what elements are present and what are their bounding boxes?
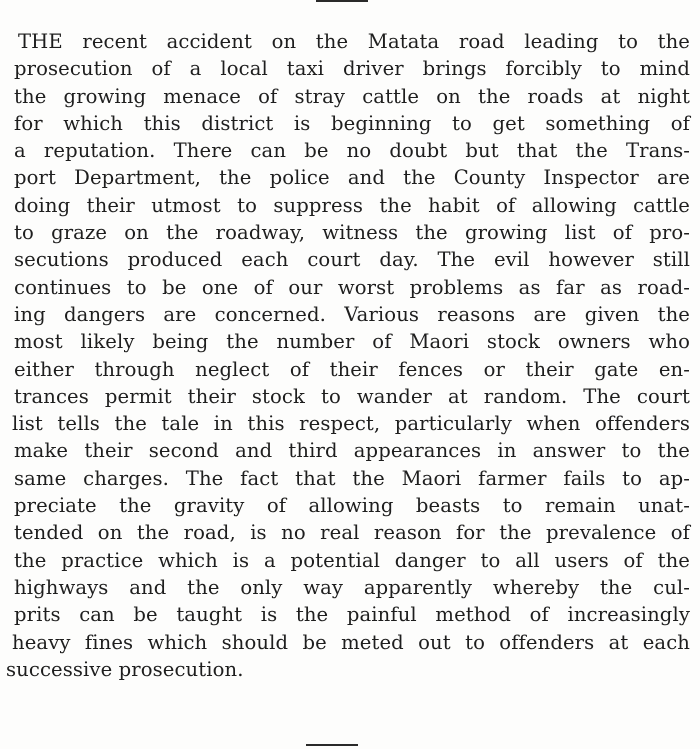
article-line: list tells the tale in this respect, particularly when offenders bbox=[12, 412, 690, 436]
article-line: prosecution of a local taxi driver brings forcibly to mind bbox=[14, 57, 690, 81]
article-line: for which this district is beginning to get something of bbox=[14, 111, 690, 135]
article-line: secutions produced each court day. The evil however still bbox=[14, 248, 690, 272]
article-line: either through neglect of their fences or their gate en- bbox=[14, 357, 690, 381]
article-line: ing dangers are concerned. Various reasons are given the bbox=[14, 302, 690, 326]
article-line: doing their utmost to suppress the habit of allowing cattle bbox=[14, 193, 690, 217]
article-line: continues to be one of our worst problems as far as road- bbox=[14, 275, 690, 299]
article-line: a reputation. There can be no doubt but that the Trans- bbox=[14, 139, 690, 163]
article-line: the growing menace of stray cattle on the roads at night bbox=[14, 84, 690, 108]
article-line: tended on the road, is no real reason for the prevalence of bbox=[14, 521, 690, 545]
article-line: prits can be taught is the painful method of increasingly bbox=[14, 603, 690, 627]
article-line: make their second and third appearances in answer to the bbox=[14, 439, 690, 463]
top-divider-rule bbox=[316, 0, 368, 2]
article-line: THE recent accident on the Matata road leading to the bbox=[18, 30, 690, 53]
article-line-last: successive prosecution. bbox=[6, 657, 244, 681]
article-line: trances permit their stock to wander at random. The court bbox=[14, 384, 690, 408]
article-line: port Department, the police and the County Inspector are bbox=[14, 166, 690, 190]
article-line: most likely being the number of Maori stock owners who bbox=[14, 330, 690, 354]
bottom-divider-rule bbox=[306, 744, 358, 746]
article-line: to graze on the roadway, witness the growing list of pro- bbox=[14, 221, 690, 245]
article-line: heavy fines which should be meted out to offenders at each bbox=[12, 630, 690, 654]
article-line: same charges. The fact that the Maori farmer fails to ap- bbox=[14, 466, 690, 490]
article-line: preciate the gravity of allowing beasts to remain unat- bbox=[14, 494, 690, 518]
article-body bbox=[0, 28, 700, 683]
article-line: the practice which is a potential danger to all users of the bbox=[14, 548, 690, 572]
article-line: highways and the only way apparently whereby the cul- bbox=[14, 575, 690, 599]
